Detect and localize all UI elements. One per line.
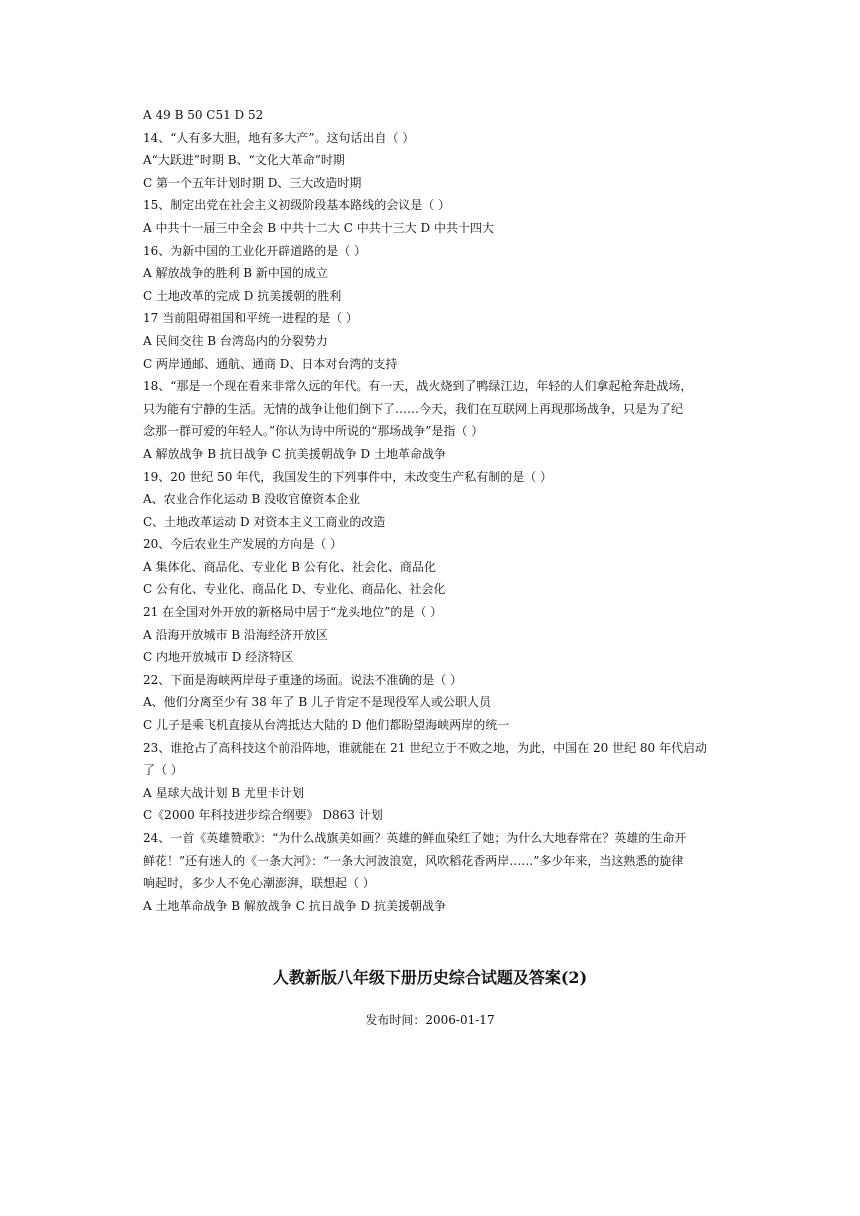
text-line: 念那一群可爱的年轻人。”你认为诗中所说的“那场战争”是指（ ） bbox=[143, 424, 484, 439]
text-line: 24、一首《英雄赞歌》：“为什么战旗美如画？英雄的鲜血染红了她；为什么大地春常在？英雄的生命开 bbox=[143, 831, 687, 845]
text-line: A 沿海开放城市 B 沿海经济开放区 bbox=[143, 627, 328, 642]
publish-date: 发布时间：2006-01-17 bbox=[365, 1013, 495, 1027]
text-line: 只为能有宁静的生活。无情的战争让他们倒下了……今天，我们在互联网上再现那场战争，只是为了纪 bbox=[143, 401, 684, 416]
text-line: A 星球大战计划 B 尤里卡计划 bbox=[143, 785, 304, 800]
text-line: A 解放战争的胜利 B 新中国的成立 bbox=[143, 266, 328, 281]
document-title: 人教新版八年级下册历史综合试题及答案(2) bbox=[272, 968, 588, 987]
text-line: 15、制定出党在社会主义初级阶段基本路线的会议是（ ） bbox=[143, 198, 451, 213]
text-line: 16、为新中国的工业化开辟道路的是（ ） bbox=[143, 243, 367, 258]
text-line: C 内地开放城市 D 经济特区 bbox=[143, 650, 294, 665]
question-text bbox=[143, 104, 743, 917]
text-line: 了（ ） bbox=[143, 763, 183, 778]
text-line: A、农业合作化运动 B 没收官僚资本企业 bbox=[143, 492, 361, 507]
text-line: 响起时，多少人不免心潮澎湃，联想起（ ） bbox=[143, 876, 375, 891]
text-line: C 第一个五年计划时期 D、三大改造时期 bbox=[143, 175, 362, 190]
text-line: 18、“那是一个现在看来非常久远的年代。有一天，战火烧到了鸭绿江边，年轻的人们拿起枪奔赴战场， bbox=[143, 379, 693, 394]
text-line: A 土地革命战争 B 解放战争 C 抗日战争 D 抗美援朝战争 bbox=[143, 898, 446, 913]
text-line: A 49 B 50 C51 D 52 bbox=[143, 108, 264, 122]
text-line: 20、今后农业生产发展的方向是（ ） bbox=[143, 537, 343, 552]
text-line: A、他们分离至少有 38 年了 B 儿子肯定不是现役军人或公职人员 bbox=[143, 695, 492, 710]
text-line: 21 在全国对外开放的新格局中居于“龙头地位”的是（ ） bbox=[143, 605, 443, 620]
text-line: A 集体化、商品化、专业化 B 公有化、社会化、商品化 bbox=[143, 559, 436, 574]
text-line: C 两岸通邮、通航、通商 D、日本对台湾的支持 bbox=[143, 356, 398, 371]
text-line: 19、20 世纪 50 年代，我国发生的下列事件中，未改变生产私有制的是（ ） bbox=[143, 469, 553, 484]
text-line: C、土地改革运动 D 对资本主义工商业的改造 bbox=[143, 514, 386, 529]
text-line: C 公有化、专业化、商品化 D、专业化、商品化、社会化 bbox=[143, 582, 446, 597]
text-line: 鲜花！”还有迷人的《一条大河》：“一条大河波浪宽，风吹稻花香两岸……”多少年来，当这熟悉的旋律 bbox=[143, 853, 684, 868]
text-line: C 土地改革的完成 D 抗美援朝的胜利 bbox=[143, 288, 342, 303]
text-line: A“大跃进”时期 B、“文化大革命”时期 bbox=[143, 153, 345, 168]
document-header bbox=[0, 966, 860, 1030]
text-line: C 儿子是乘飞机直接从台湾抵达大陆的 D 他们都盼望海峡两岸的统一 bbox=[143, 718, 510, 733]
text-line: C《2000 年科技进步综合纲要》 D863 计划 bbox=[143, 808, 383, 823]
text-line: A 民间交往 B 台湾岛内的分裂势力 bbox=[143, 333, 328, 348]
text-line: 22、下面是海峡两岸母子重逢的场面。说法不准确的是（ ） bbox=[143, 672, 463, 687]
text-line: 17 当前阻碍祖国和平统一进程的是（ ） bbox=[143, 311, 358, 326]
text-line: 23、谁抢占了高科技这个前沿阵地，谁就能在 21 世纪立于不败之地，为此，中国在 20 世纪 80 年代启动 bbox=[143, 740, 707, 755]
text-line: A 解放战争 B 抗日战争 C 抗美援朝战争 D 土地革命战争 bbox=[143, 446, 446, 461]
text-line: 14、“人有多大胆，地有多大产”。这句话出自（ ） bbox=[143, 130, 415, 145]
text-line: A 中共十一届三中全会 B 中共十二大 C 中共十三大 D 中共十四大 bbox=[143, 220, 494, 235]
